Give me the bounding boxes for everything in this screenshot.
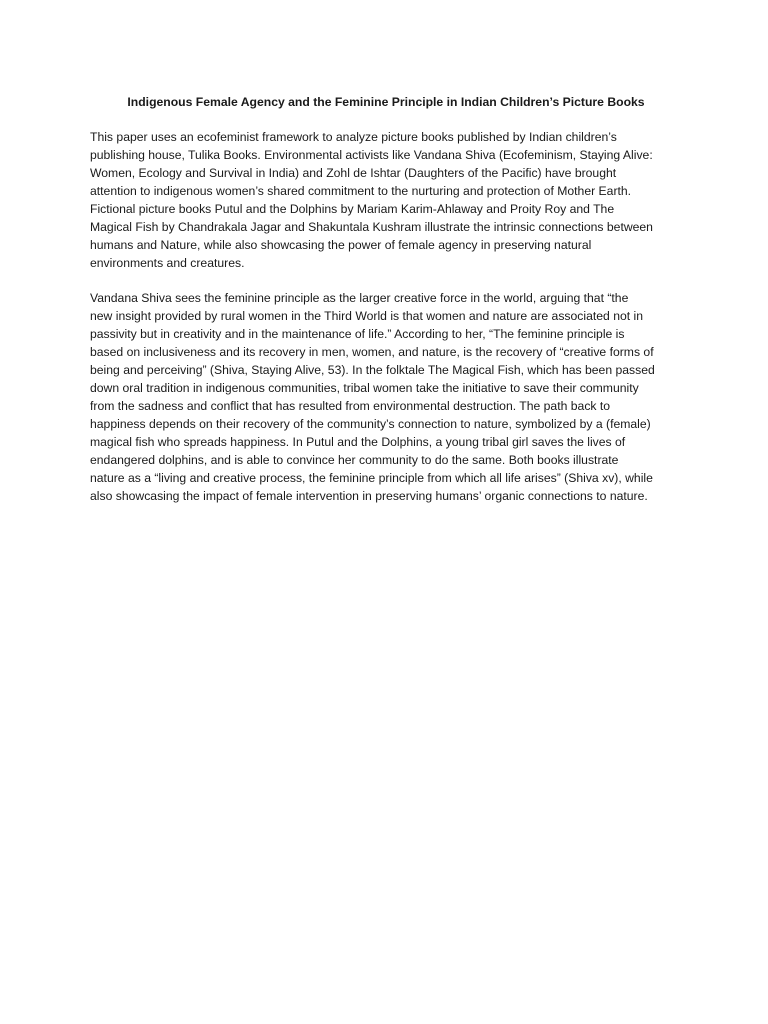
paragraph-line: based on inclusiveness and its recovery in men, women, and nature, is the recovery of “creative forms of [90,345,654,359]
paragraph-line: happiness depends on their recovery of the community’s connection to nature, symbolized by a (female) [90,417,651,431]
paragraph-2 [90,289,682,505]
paragraph-line: down oral tradition in indigenous communities, tribal women take the initiative to save their community [90,381,639,395]
paragraph-line: Fictional picture books Putul and the Dolphins by Mariam Karim-Ahlaway and Proity Roy and The [90,202,615,216]
paragraph-1 [90,128,682,272]
document-body [90,93,682,522]
document-title: Indigenous Female Agency and the Feminine Principle in Indian Children’s Picture Books [127,95,645,109]
paragraph-line: Vandana Shiva sees the feminine principle as the larger creative force in the world, arguing that “the [90,291,629,305]
paragraph-line: nature as a “living and creative process, the feminine principle from which all life arises” (Shiva xv), while [90,471,653,485]
paragraph-line: passivity but in creativity and in the maintenance of life.” According to her, “The feminine principle is [90,327,625,341]
paragraph-line: humans and Nature, while also showcasing the power of female agency in preserving natural [90,238,592,252]
paragraph-line: from the sadness and conflict that has resulted from environmental destruction. The path back to [90,399,611,413]
paragraph-line: publishing house, Tulika Books. Environmental activists like Vandana Shiva (Ecofeminism, Staying Alive: [90,148,653,162]
paragraph-line: attention to indigenous women’s shared commitment to the nurturing and protection of Mother Earth. [90,184,632,198]
paragraph-line: This paper uses an ecofeminist framework to analyze picture books published by Indian children’s [90,130,617,144]
paragraph-line: Magical Fish by Chandrakala Jagar and Shakuntala Kushram illustrate the intrinsic connections between [90,220,653,234]
paragraph-line: Women, Ecology and Survival in India) and Zohl de Ishtar (Daughters of the Pacific) have brought [90,166,617,180]
paragraph-line: being and perceiving” (Shiva, Staying Alive, 53). In the folktale The Magical Fish, which has been passed [90,363,655,377]
paragraph-line: environments and creatures. [90,256,245,270]
paragraph-line: endangered dolphins, and is able to convince her community to do the same. Both books illustrate [90,453,619,467]
paragraph-line: new insight provided by rural women in the Third World is that women and nature are associated not in [90,309,644,323]
paragraph-line: magical fish who spreads happiness. In Putul and the Dolphins, a young tribal girl saves the lives of [90,435,626,449]
paragraph-line: also showcasing the impact of female intervention in preserving humans’ organic connections to nature. [90,489,648,503]
